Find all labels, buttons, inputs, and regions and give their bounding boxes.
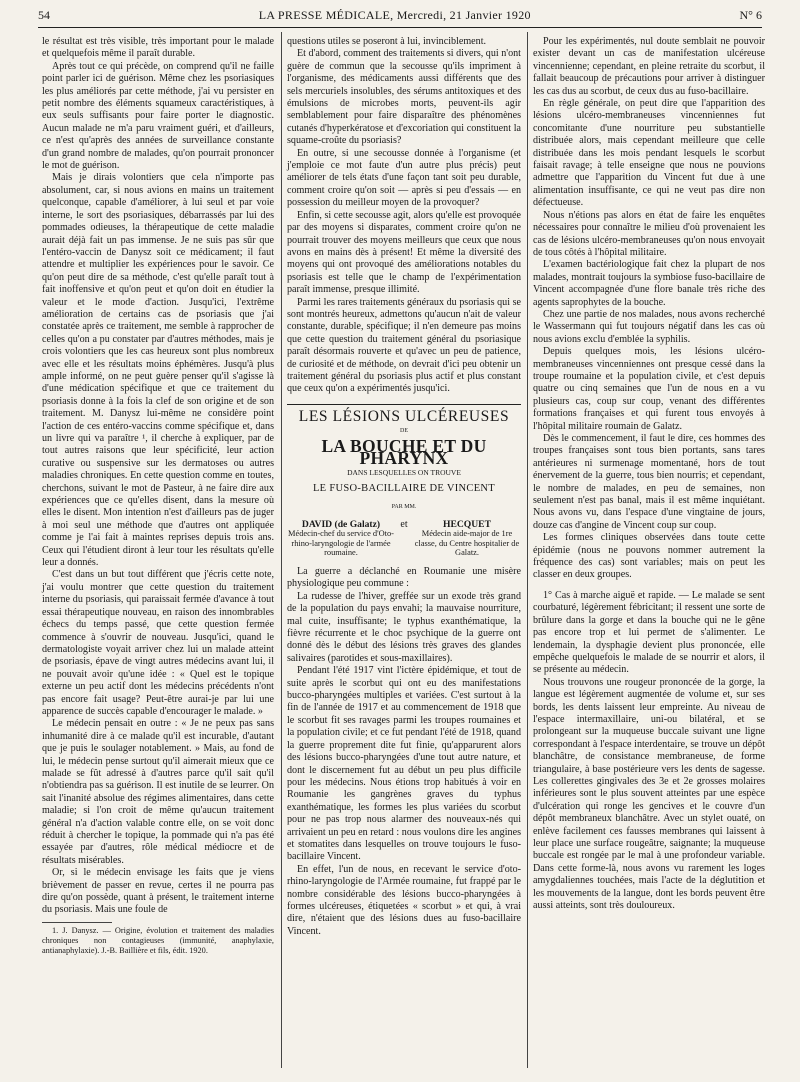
article-authors (287, 520, 521, 558)
footnote: 1. J. Danysz. — Origine, évolution et traitement des maladies chroniques non contagieuses (immunité, anaphylaxie, antianaphylaxie). J.-B. Baillière et fils, édit. 1920. (42, 925, 274, 955)
article-title-line2: LA BOUCHE ET DU PHARYNX (321, 435, 487, 468)
paragraph: questions utiles se poseront à lui, invinciblement. (287, 36, 487, 47)
author-hecquet (413, 520, 521, 558)
paragraph: Le médecin pensait en outre : « Je ne peux pas sans inhumanité dire à ce malade qu'il est incurable, d'autant que je puis le soulager notablement. » Mais, au fond de lui, le médecin pense surtout qu'il aimerait mieux que ce malade se fût adressé à d'autres parce qu'il sait qu'il n'obtiendra pas sa guérison. Il est inutile de se leurrer. On sait l'inanité absolue des régimes alimentaires, dans cette maladie; si l'on croit de même qu'aucun traitement général n'a d'action valable contre elle, on se voit donc réduit à chercher le topique, la pommade qui n'a pas été essayée par d'autres, rôle médical médiocre et de résultats misérables. (42, 718, 274, 866)
column-right (533, 36, 765, 912)
header-rule (38, 27, 762, 28)
author-name: HECQUET (443, 518, 491, 530)
paragraph: Après tout ce qui précède, on comprend qu'il ne faille point parler ici de guérison. Même chez les psoriasiques les plus améliorés par cette méthode, j'ai vu persister en petit nombre des éléments squameux caractéristiques, à eux seuls suffisants pour faire porter le diagnostic. Aucun malade ne m'a paru vraiment guéri, et d'ailleurs, ce n'est qu'après des années de surveillance constante d'un grand nombre de malades, qu'on pourrait prononcer le mot de guérison. (42, 60, 274, 172)
column-divider (281, 32, 282, 1068)
paragraph: Chez une partie de nos malades, nous avons recherché le Wassermann qui fut toujours négatif dans les cas où nous avions exclu d'emblée la syphilis. (533, 308, 765, 345)
column-middle (287, 36, 521, 938)
paragraph: En outre, si une secousse donnée à l'organisme (et j'emploie ce mot faute d'un autre plus précis) peut améliorer de tels états d'une façon tant soit peu durable, comment croire qu'on soit — après si peu d'essais — en possession du meilleur moyen de la provoquer? (287, 147, 521, 209)
paragraph: 1° Cas à marche aiguë et rapide. — Le malade se sent courbaturé, légèrement fébricitant; il ressent une sorte de brûlure dans la gorge et dans la bouche qui ne le gêne pas encore trop et lui permet de s'alimenter. Le lendemain, la dysphagie devient plus prononcée, elle empêche quelquefois le malade de se nourrir et alors, il se présente au médecin. (533, 589, 765, 676)
paragraph: En effet, l'un de nous, en recevant le service d'oto-rhino-laryngologie de l'Armée roumaine, fut frappé par le nombre considérable des lésions bucco-pharyngées à formes ulcéreuses, étiquetées « scorbut » et qui, à vrai dire, n'étaient que des lésions dues au fuso-bacillaire Vincent. (287, 863, 521, 937)
paragraph: La rudesse de l'hiver, greffée sur un exode très grand de la population du pays envahi; la mauvaise nourriture, mal cuite, insuffisante; le typhus exanthématique, la fièvre récurrente et le choc psychique de la guerre ont donné dès le début des lésions très graves des glandes salivaires (parotides et sous-maxillaires). (287, 590, 521, 664)
page-number: 54 (38, 7, 50, 22)
page-header (38, 4, 762, 26)
author-affiliation: Médecin aide-major de 1re classe, du Centre hospitalier de Galatz. (414, 529, 520, 558)
author-david (287, 520, 395, 558)
article-subtitle-line2: LE FUSO-BACILLAIRE DE VINCENT (312, 482, 496, 494)
issue-number: N° 6 (739, 7, 762, 22)
paragraph: Et d'abord, comment des traitements si divers, qui n'ont guère de commun que la secousse qu'ils impriment à l'organisme, des médicaments aussi différents que des sels mercuriels insolubles, des sérums antitoxiques et des émulsions de microbes morts, peuvent-ils agir semblablement pour faire disparaître des phénomènes cutanés d'hyperkératose et d'excoriation qui constituent la squame-croûte du psoriasis? (287, 48, 521, 147)
paragraph: Parmi les rares traitements généraux du psoriasis qui se sont montrés heureux, admettons qu'aucun n'ait de valeur constante, durable, spécifique; il n'en demeure pas moins que cette question du traitement général du psoriasique paraît désormais rouverte et qu'avec un peu de patience, de curiosité et de méthode, on devrait d'ici peu obtenir un traitement général du psoriasis plus actif et plus constant que ceux qu'on a expérimentés jusqu'ici. (287, 296, 521, 395)
paragraph: En règle générale, on peut dire que l'apparition des lésions ulcéro-membraneuses vincenniennes fut concomitante d'une nourriture peu substantielle distribuée alors, mais cependant meilleure que celle distribuée dans les mois pendant lesquels le scorbut faisait ravage; à telle enseigne que nous ne pouvions admettre que l'apparition du Vincent fut due à une alimentation insuffisante, ce qui ne veut pas dire non défectueuse. (533, 98, 765, 209)
author-name: DAVID (de Galatz) (301, 518, 381, 530)
paragraph: le résultat est très visible, très important pour le malade et quelquefois même il paraît durable. (42, 36, 274, 60)
paragraph: Dès le commencement, il faut le dire, ces hommes des troupes françaises sont tous bien portants, sans tares antérieures ni surmenage momentané, hors de tout énervement de la guerre, tous bien nourris; et cependant, le nombre de malades, en peu de semaines, non seulement n'est pas banal, mais il est même inquiétant. Nous avons vu, dans l'espace d'une vingtaine de jours, douze cas d'angine de Vincent coup sur coup. (533, 433, 765, 531)
author-conjunction: et (400, 518, 408, 530)
article-par: PAR MM. (391, 504, 417, 511)
paragraph: C'est dans un but tout différent que j'écris cette note, j'ai voulu montrer que cette question du traitement interne du psoriasis, qui paraissait fermée d'avance à tout essai thérapeutique nouveau, en raison des innombrables échecs du temps passé, que cette question fermée commence à s'ouvrir de nouveau. Jusqu'ici, quand le dermatologiste voyait arriver chez lui un malade atteint de psoriasis, épave de vingt autres médecins avant lui, il ne pouvait avoir qu'une idée : « Quel est le topique externe un peu actif dont les médecins précédents n'ont pas encore fait usage? Peut-être aurai-je par lui une apparence de succès capable d'encourager le malade. » (42, 569, 274, 717)
paragraph: Pendant l'été 1917 vint l'ictère épidémique, et tout de suite après le scorbut qui ont eu des manifestations bucco-pharyngées multiples et variées. C'est surtout à la fin de l'année de 1917 et au commencement de 1918 que le scorbut fit ses ravages parmi les troupes roumaines et la population civile; et ce fut pendant l'été de 1918, quand la guerre proprement dite fut finie, qu'apparurent alors des lésions bucco-pharyngées d'une tout autre nature, et dont le discernement fut au début un peu plus difficile pour les médecins. Nous étions trop habitués à voir en Roumanie les gangrènes graves du typhus exanthématique, les formes les plus variées du scorbut pour ne pas trop nous alarmer des nouveaux-nés qui arrivaient un peu en retard : nous voulons dire les angines et stomatites dans lesquelles on trouve toujours le fuso-bacillaire Vincent. (287, 665, 521, 863)
article-title-de: DE (400, 428, 408, 435)
paragraph: La guerre a déclanché en Roumanie une misère physiologique peu commune : (287, 566, 521, 590)
paragraph: Nous n'étions pas alors en état de faire les enquêtes nécessaires pour connaître le milieu d'où provenaient les cas de lésions ulcéro-membraneuses qu'on nous envoyait de tous côtés à l'hôpital militaire. (533, 209, 765, 258)
paragraph: Pour les expérimentés, nul doute semblait ne pouvoir exister devant un cas de manifestation ulcéreuse vincennienne; cependant, en pleine retraite du scorbut, il fallait beaucoup de précautions pour arriver à distinguer les cas dus au scorbut, de ceux dus au fuso-bacillaire. (533, 36, 765, 97)
paragraph: Depuis quelques mois, les lésions ulcéro-membraneuses vincenniennes ont presque cessé dans la troupe roumaine et la population civile, et c'est depuis quatre ou cinq semaines que l'un de nous en a vu plusieurs cas, coup sur coup, venant des différentes formations françaises et qui furent tous envoyés à l'hôpital militaire roumain de Galatz. (533, 346, 765, 432)
paragraph: L'examen bactériologique fait chez la plupart de nos malades, montrait toujours la symbiose fuso-bacillaire de Vincent accompagnée d'une flore banale très riche des agents saprophytes de la bouche. (533, 259, 765, 308)
column-divider (527, 32, 528, 1068)
article-title-line1: LES LÉSIONS ULCÉREUSES (298, 407, 510, 425)
author-affiliation: Médecin-chef du service d'Oto-rhino-laryngologie de l'armée roumaine. (288, 529, 394, 558)
paragraph: Enfin, si cette secousse agit, alors qu'elle est provoquée par des moyens si disparates, comment croire qu'on ne pourrait trouver des moyens meilleurs que ceux que nous avons en mains dès à présent! Et même la diversité des moyens qui ont provoqué des améliorations notables du psoriasis est telle que le champ de l'expérimentation paraît immense, presque illimité. (287, 209, 521, 296)
footnote-rule (42, 922, 112, 923)
article-subtitle-line1: DANS LESQUELLES ON TROUVE (347, 468, 461, 478)
paragraph: Nous trouvons une rougeur prononcée de la gorge, la langue est légèrement augmentée de volume et, sur ses bords, les dents laissent leur empreinte. Au niveau de l'espace intermaxillaire, uni-ou bilatéral, et se prolongeant sur la muqueuse buccale suivant une ligne correspondant à l'espace interdentaire, se trouve un dépôt blanchâtre, de consistance membraneuse, de forme triangulaire, à base postérieure vers les dents de sagesse. Les collerettes gingivales des 3e et 2e grosses molaires inférieures sont le plus souvent atteintes par une espèce d'ulcération qui ronge les gencives et le couvre d'un dépôt membraneux blanchâtre. Avec un stylet ouaté, on enlève facilement ces fausses membranes qui laissent à leur place une surface rougeâtre, saignante; la muqueuse buccale est rongée par le mal à une profondeur variable. Dans cette forme-là, nous avons vu rarement les loges amygdaliennes touchées, mais l'acte de la déglutition et les mouvements de la langue, dont les bords peuvent être aussi atteints, sont très douloureux. (533, 676, 765, 912)
journal-title: LA PRESSE MÉDICALE, Mercredi, 21 Janvier 1920 (258, 7, 531, 22)
paragraph: Mais je dirais volontiers que cela n'importe pas absolument, car, si nous avions en mains un traitement quelconque, capable d'améliorer, à lui seul et par voie interne, le sort des psoriasiques, débarrassés par lui des pommades odieuses, la thérapeutique de cette maladie aurait déjà fait un pas immense. Je ne suis pas sûr que l'entéro-vaccin de Danysz soit ce médicament; il faut attendre et multiplier les expériences pour le savoir. Ce qu'on peut dire de sa méthode, c'est qu'elle paraît tout à fait inoffensive et qu'on peut et qu'on doit en étudier la valeur et le mode d'action. Jusqu'ici, l'extrême amélioration de certains cas de psoriasis que j'ai constatée après ce traitement, me semble à rapprocher de celles qu'on a pu constater par d'autres méthodes, mais je crois volontiers que les cas heureux sont plus nombreux avec elle et les résultats moins éphémères. Jusqu'à plus ample informé, on ne peut guère penser qu'il s'agisse là d'une médication spécifique et que ce traitement du psoriasis donne à la fois la clef de son origine et de son traitement. M. Danysz lui-même ne considère point l'action de ces entéro-vaccins comme spécifique et, dans un livre qui va paraître ¹, il cherche à expliquer, par de tout autres raisons que leur spécificité, leur action curative ou suspensive sur les dermatoses ou autres maladies chroniques. En cette question comme en toutes, cherchons, suivant le mot de Pasteur, à ne faire dire aux expériences que ce qu'elles disent, dans la mesure où elles le disent. Mon intention n'est d'ailleurs pas de juger à moi seul une méthode que d'autres ont appliquée comme je l'ai fait à maintes reprises depuis trois ans. Ceux qui l'étudient diront à leur tour les résultats qu'elle leur a donnés. (42, 172, 274, 569)
article-title-block (287, 404, 521, 514)
column-left (42, 36, 274, 956)
paragraph: Or, si le médecin envisage les faits que je viens brièvement de passer en revue, certes il ne pourra pas dire qu'on possède, quant à présent, le traitement interne du psoriasis. Mais une foule de (42, 867, 274, 916)
paragraph: Les formes cliniques observées dans toute cette épidémie (nous ne pouvons nommer autrement la fréquence des cas) sont variables; mais on peut les classer en deux groupes. (533, 532, 765, 581)
